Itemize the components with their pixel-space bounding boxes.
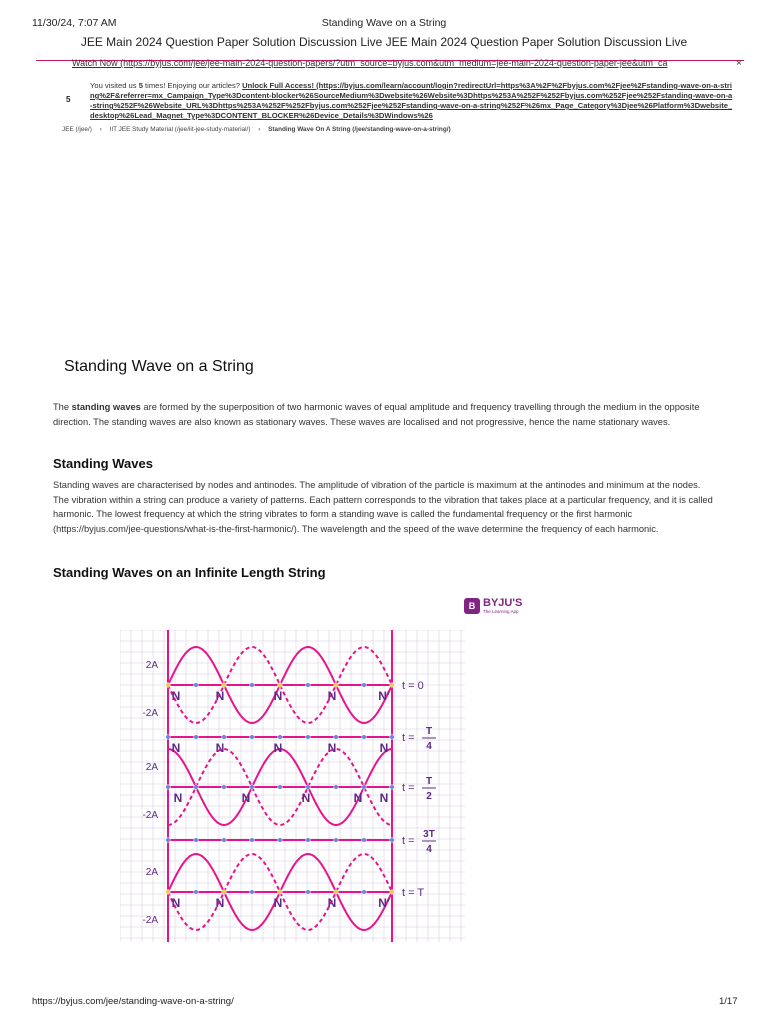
breadcrumb <box>62 126 451 133</box>
node-dot <box>250 735 255 740</box>
node-label: N′ <box>378 896 390 910</box>
node-dot <box>166 683 171 688</box>
node-label: N <box>327 741 337 755</box>
breadcrumb-separator: › <box>258 126 261 133</box>
node-dot <box>306 838 311 843</box>
time-label: t = <box>402 835 415 847</box>
visit-text-suffix: times! Enjoying our articles? <box>142 81 243 90</box>
page-title: Standing Wave on a String <box>64 358 254 375</box>
footer-url[interactable]: https://byjus.com/jee/standing-wave-on-a-string/ <box>32 996 234 1007</box>
node-dot <box>334 890 339 895</box>
node-label: N <box>327 689 337 703</box>
node-dot <box>194 890 199 895</box>
time-fraction-numerator: T <box>425 726 433 737</box>
node-dot <box>362 890 367 895</box>
amplitude-label: 2A <box>145 867 158 878</box>
time-fraction-numerator: 3T <box>423 829 435 840</box>
node-dot <box>250 683 255 688</box>
node-dot <box>194 838 199 843</box>
node-dot <box>278 683 283 688</box>
node-dot <box>278 735 283 740</box>
time-label: t = T <box>402 887 425 899</box>
heading-standing-waves: Standing Waves <box>53 456 153 471</box>
node-label: N <box>215 689 225 703</box>
node-dot <box>278 838 283 843</box>
node-label: N <box>379 741 389 755</box>
close-icon[interactable]: × <box>736 58 742 69</box>
node-dot <box>278 785 283 790</box>
node-dot <box>250 785 255 790</box>
node-label: N <box>301 791 311 805</box>
node-dot <box>166 890 171 895</box>
standing-wave-diagram <box>120 630 465 942</box>
time-label: t = 0 <box>402 680 424 692</box>
intro-paragraph <box>53 400 717 429</box>
node-dot <box>390 683 395 688</box>
time-fraction-denominator: 4 <box>426 844 432 855</box>
node-label: N <box>241 791 251 805</box>
amplitude-label: 2A <box>145 660 158 671</box>
node-label: N <box>327 896 337 910</box>
visit-number: 5 <box>138 81 143 90</box>
print-datetime: 11/30/24, 7:07 AM <box>32 17 117 29</box>
time-fraction-denominator: 2 <box>426 791 432 802</box>
node-label: N <box>273 741 283 755</box>
node-label: N <box>215 741 225 755</box>
node-dot <box>306 683 311 688</box>
visit-count-badge: 5 <box>66 95 71 104</box>
node-dot <box>166 735 171 740</box>
node-label: N <box>173 791 183 805</box>
node-dot <box>166 838 171 843</box>
time-label: t = <box>402 782 415 794</box>
node-dot <box>194 785 199 790</box>
print-doc-title: Standing Wave on a String <box>321 17 447 29</box>
unlock-full-access-link[interactable]: Unlock Full Access! (https://byjus.com/learn/account/login?redirectUrl=https%3A%2F%2Fbyjus.com%2Fjee%2Fstanding-wave-on-a-string%2F&referrer=mx_Campaign_Type%3Dcontent-blocker%26SourceMedium%3Dwebsite%26Website%3Dhttps%253A%252F%252Fbyjus.com%252Fjee%252Fstanding-wave-on-a-string%252F%26Website_URL%3Dhttps%253A%252F%252Fbyjus.com%252Fjee%252Fstanding-wave-on-a-string%252F%26mx_Page_Category%3Djee%26Platform%3Dwebsite_desktop%26Lead_Magnet_Type%3DCONTENT_BLOCKER%26Device_Details%3DWindows%26 <box>90 81 733 120</box>
byjus-tagline: The Learning App <box>483 609 519 614</box>
node-label: N <box>171 741 181 755</box>
node-dot <box>362 838 367 843</box>
node-dot <box>222 890 227 895</box>
node-dot <box>222 785 227 790</box>
node-label: N <box>171 689 181 703</box>
breadcrumb-item-current[interactable]: Standing Wave On A String (/jee/standing-wave-on-a-string/) <box>268 126 451 133</box>
node-dot <box>334 683 339 688</box>
amplitude-label: -2A <box>142 915 158 926</box>
node-label: N <box>379 791 389 805</box>
node-dot <box>390 890 395 895</box>
node-dot <box>362 683 367 688</box>
node-dot <box>250 838 255 843</box>
node-dot <box>362 735 367 740</box>
node-dot <box>194 735 199 740</box>
amplitude-label: -2A <box>142 708 158 719</box>
standing-waves-paragraph: Standing waves are characterised by nodes and antinodes. The amplitude of vibration of the particle is maximum at the antinodes and minimum at the nodes. The vibration within a string can produce a variety of patterns. Each pattern corresponds to the vibration that takes place at a particular frequency, and it is called harmonic. The lowest frequency at which the string vibrates to form a standing wave is called the fundamental frequency or the first harmonic (https://byjus.com/jee-questions/what-is-the-first-harmonic/). The wavelength and the speed of the wave determine the frequency of each harmonic. <box>53 480 713 534</box>
node-label: N <box>273 689 283 703</box>
node-dot <box>390 735 395 740</box>
intro-before: The <box>53 402 72 412</box>
byjus-logo-mark: B <box>464 598 480 614</box>
breadcrumb-item-jee[interactable]: JEE (/jee/) <box>62 126 92 133</box>
node-dot <box>306 735 311 740</box>
byjus-brand: BYJU'S <box>483 597 523 609</box>
node-dot <box>222 683 227 688</box>
visit-banner <box>90 81 734 121</box>
node-dot <box>250 890 255 895</box>
node-dot <box>362 785 367 790</box>
node-label: N <box>171 896 181 910</box>
node-dot <box>306 785 311 790</box>
node-dot <box>334 838 339 843</box>
time-fraction-denominator: 4 <box>426 741 432 752</box>
node-dot <box>390 838 395 843</box>
intro-bold-term: standing waves <box>71 402 141 412</box>
heading-infinite-string: Standing Waves on an Infinite Length String <box>53 565 326 580</box>
node-dot <box>194 683 199 688</box>
node-dot <box>334 735 339 740</box>
node-dot <box>222 735 227 740</box>
node-dot <box>390 785 395 790</box>
breadcrumb-separator: › <box>99 126 102 133</box>
watch-now-link[interactable]: Watch Now (https://byjus.com/jee/jee-main-2024-question-papers/?utm_source=byjus.com&utm_medium=jee-main-2024-question-paper-jee&utm_ca <box>72 58 668 68</box>
intro-after: are formed by the superposition of two harmonic waves of equal amplitude and frequency travelling through the medium in the opposite direction. The standing waves are also known as stationary waves. These waves are localised and not progressive, hence the name stationary waves. <box>53 402 700 427</box>
visit-text-prefix: You visited us <box>90 81 139 90</box>
node-label: N <box>273 896 283 910</box>
node-dot <box>278 890 283 895</box>
node-label: N′ <box>378 689 390 703</box>
node-dot <box>166 785 171 790</box>
time-label: t = <box>402 732 415 744</box>
node-label: N <box>215 896 225 910</box>
amplitude-label: -2A <box>142 810 158 821</box>
node-dot <box>306 890 311 895</box>
promo-banner[interactable]: JEE Main 2024 Question Paper Solution Discussion Live JEE Main 2024 Question Paper Solution Discussion Live <box>80 35 688 49</box>
time-fraction-numerator: T <box>425 776 433 787</box>
node-dot <box>334 785 339 790</box>
node-label: N <box>353 791 363 805</box>
amplitude-label: 2A <box>145 762 158 773</box>
node-dot <box>222 838 227 843</box>
breadcrumb-item-study-material[interactable]: IIT JEE Study Material (/jee/iit-jee-study-material/) <box>109 126 251 133</box>
byjus-logo <box>464 598 522 614</box>
footer-page-number: 1/17 <box>719 996 738 1007</box>
